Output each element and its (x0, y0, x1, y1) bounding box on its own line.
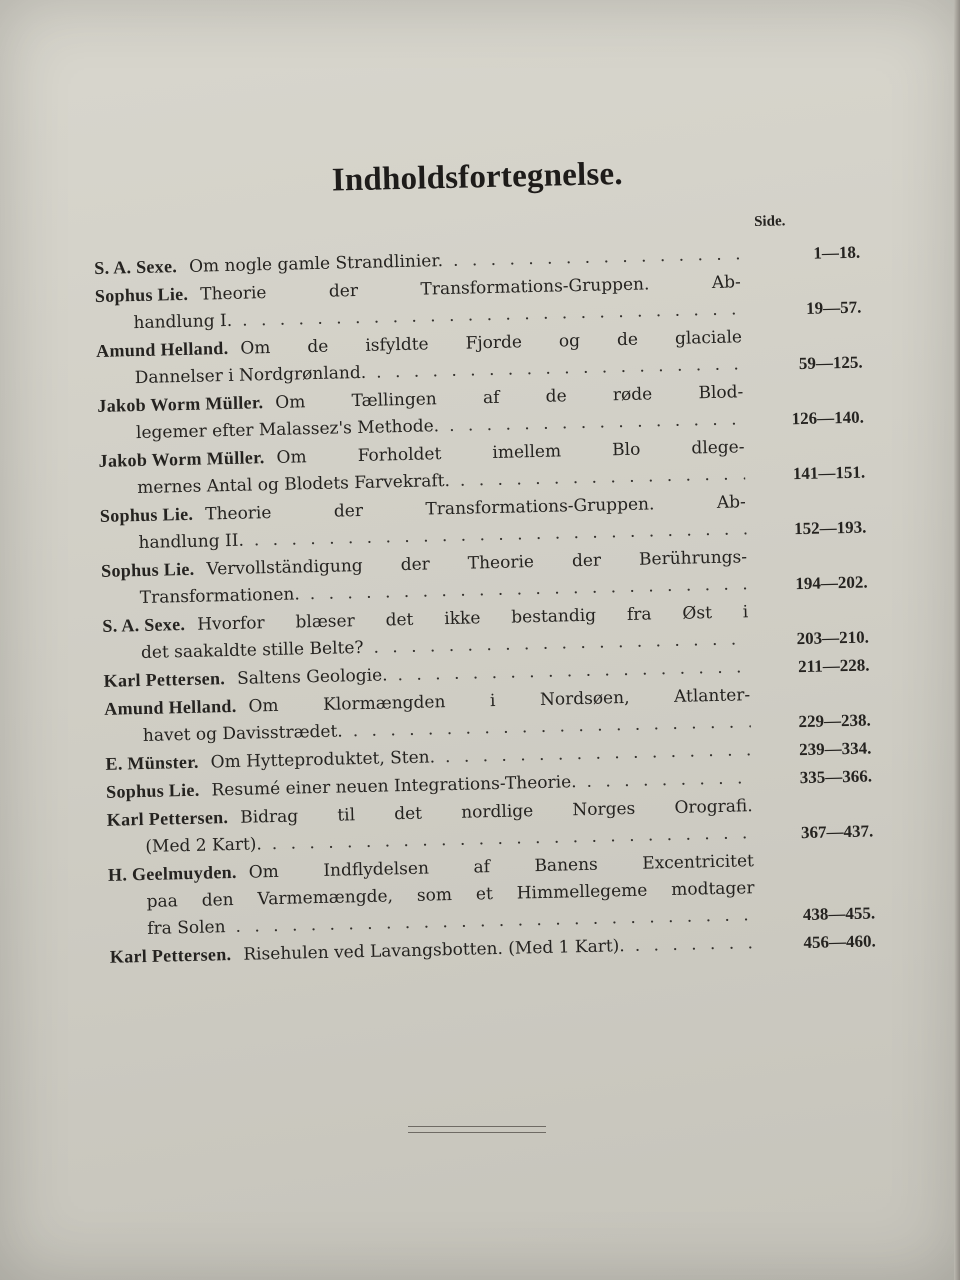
toc-title-text: Bidrag til det nordlige Norges Orografi. (240, 796, 753, 828)
dot-leader (634, 930, 756, 960)
toc-title-text: Om Klormængden i Nordsøen, Atlanter- (248, 685, 751, 717)
table-of-contents (92, 151, 880, 972)
toc-title-text: legemer efter Malassez's Methode. (135, 416, 440, 444)
toc-page-range: 367—437. (800, 821, 874, 843)
toc-title-text: Om Indflydelsen af Banens Excentricitet (248, 851, 755, 883)
toc-title-text: Om de isfyldte Fjorde og de glaciale (240, 327, 743, 359)
toc-author: Amund Helland. (95, 337, 229, 361)
toc-author: Karl Pettersen. (103, 668, 226, 691)
toc-page-range: 239—334. (798, 738, 872, 760)
toc-page-range: 229—238. (798, 710, 871, 732)
toc-author: Jakob Worm Müller. (97, 392, 264, 416)
dot-leader (586, 765, 752, 796)
toc-title-text: Om nogle gamle Strandlinier. (188, 251, 444, 277)
toc-page-range: 203—210. (796, 627, 870, 649)
toc-title-text: Saltens Geologie. (236, 665, 388, 689)
page-title: Indholdsfortegnelse. (331, 155, 624, 199)
toc-page-range: 19—57. (805, 297, 862, 318)
toc-page-range: 1—18. (813, 242, 861, 263)
toc-entry (108, 844, 880, 943)
toc-author: Sophus Lie. (99, 503, 194, 526)
toc-title-text: Vervollständigung der Theorie der Berührungs- (206, 547, 748, 580)
toc-author: Amund Helland. (104, 695, 237, 719)
toc-page-range: 211—228. (797, 655, 870, 677)
toc-page-range: 194—202. (795, 572, 868, 594)
toc-page-range: 152—193. (793, 517, 867, 539)
closing-double-rule (408, 1126, 546, 1133)
toc-page-range: 126—140. (791, 407, 865, 429)
toc-author: Karl Pettersen. (109, 944, 232, 967)
toc-author: Karl Pettersen. (106, 807, 229, 830)
toc-title-text: Hvorfor blæser det ikke bestandig fra Øst i (196, 602, 749, 635)
toc-title-text: handlung II. (138, 530, 245, 554)
toc-author: Sophus Lie. (94, 283, 189, 306)
toc-title-text: Dannelser i Nordgrønland. (134, 362, 367, 389)
toc-entry-body (108, 847, 756, 944)
side-column-header: Side. (753, 213, 786, 230)
toc-author: S. A. Sexe. (94, 256, 178, 278)
toc-page-range: 141—151. (792, 462, 866, 484)
toc-author: Jakob Worm Müller. (98, 447, 265, 471)
toc-entries (94, 238, 880, 972)
toc-title-text: handlung I. (133, 310, 233, 334)
toc-title-text: mernes Antal og Blodets Farvekraft. (137, 470, 451, 499)
toc-title-text: paa den Varmemængde, som et Himmellegeme modtager (146, 878, 755, 912)
toc-title-text: Risehulen ved Lavangsbotten. (Med 1 Kart). (243, 936, 625, 965)
toc-author: Sophus Lie. (100, 558, 195, 581)
toc-author: H. Geelmuyden. (107, 861, 237, 885)
page-edge (954, 0, 960, 1280)
toc-list (94, 213, 880, 972)
toc-title-text: Om Forholdet imellem Blo dlege- (276, 437, 745, 468)
toc-author: E. Münster. (105, 751, 199, 774)
toc-title-text: (Med 2 Kart). (145, 834, 263, 857)
toc-title-text: Theorie der Transformations-Gruppen. Ab- (200, 272, 741, 305)
toc-title-text: havet og Davisstrædet. (142, 721, 343, 746)
toc-author: S. A. Sexe. (102, 614, 186, 636)
toc-title-text: fra Solen (147, 917, 226, 939)
toc-author: Sophus Lie. (105, 779, 200, 802)
toc-page-range: 335—366. (799, 766, 873, 788)
toc-page-range: 456—460. (803, 931, 876, 953)
toc-title-text: Om Hytteproduktet, Sten. (210, 747, 436, 773)
toc-title-text: Resumé einer neuen Integrations-Theorie. (211, 772, 577, 801)
toc-title-text: Om Tællingen af de røde Blod- (275, 382, 744, 413)
toc-title-text: det saakaldte stille Belte? (140, 637, 364, 664)
toc-title-text: Theorie der Transformations-Gruppen. Ab- (205, 492, 746, 525)
toc-page-range: 438—455. (802, 903, 876, 925)
toc-page-range: 59—125. (798, 352, 863, 374)
toc-title-text: Transformationen. (139, 584, 301, 609)
